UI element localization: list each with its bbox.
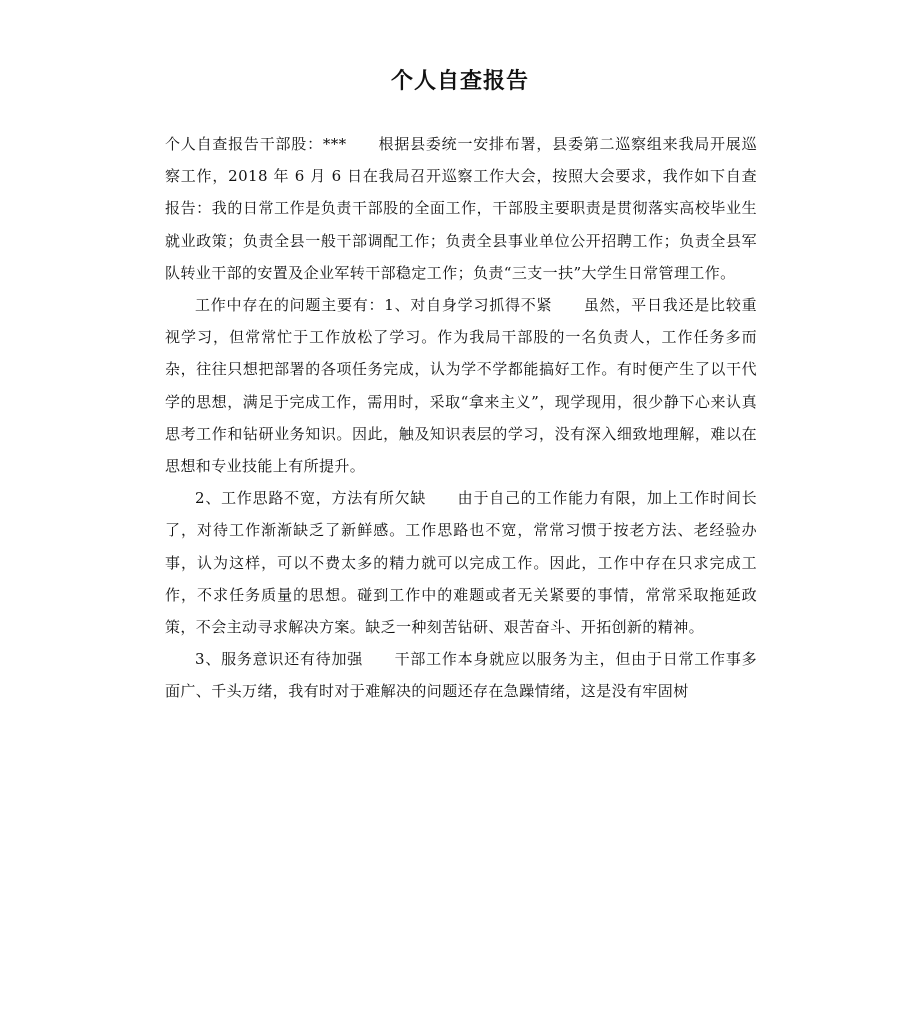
paragraph-problem-2: 2、工作思路不宽，方法有所欠缺 由于自己的工作能力有限，加上工作时间长了，对待工作渐渐缺乏了新鲜感。工作思路也不宽，常常习惯于按老方法、老经验办事，认为这样，可以不费太多的精力就可以完成工作。因此，工作中存在只求完成工作，不求任务质量的思想。碰到工作中的难题或者无关紧要的事情，常常采取拖延政策，不会主动寻求解决方案。缺乏一种刻苦钻研、艰苦奋斗、开拓创新的精神。 [165,489,757,637]
paragraph-problem-1: 工作中存在的问题主要有：1、对自身学习抓得不紧 虽然，平日我还是比较重视学习，但常常忙于工作放松了学习。作为我局干部股的一名负责人，工作任务多而杂，往往只想把部署的各项任务完成，认为学不学都能搞好工作。有时便产生了以干代学的思想，满足于完成工作，需用时，采取“拿来主义”，现学现用，很少静下心来认真思考工作和钻研业务知识。因此，触及知识表层的学习，没有深入细致地理解，难以在思想和专业技能上有所提升。 [165,296,757,476]
paragraph-intro: 个人自查报告干部股：*** 根据县委统一安排布署，县委第二巡察组来我局开展巡察工作，2018 年 6 月 6 日在我局召开巡察工作大会，按照大会要求，我作如下自查报告：我的日常工作是负责干部股的全面工作，干部股主要职责是贯彻落实高校毕业生就业政策；负责全县一般干部调配工作；负责全县事业单位公开招聘工作；负责全县军队转业干部的安置及企业军转干部稳定工作；负责“三支一扶”大学生日常管理工作。 [165,135,757,282]
paragraph-problem-3: 3、服务意识还有待加强 干部工作本身就应以服务为主，但由于日常工作事多面广、千头万绪，我有时对于难解决的问题还存在急躁情绪，这是没有牢固树 [165,650,757,701]
document-body [165,128,757,708]
document-title: 个人自查报告 [390,69,529,94]
